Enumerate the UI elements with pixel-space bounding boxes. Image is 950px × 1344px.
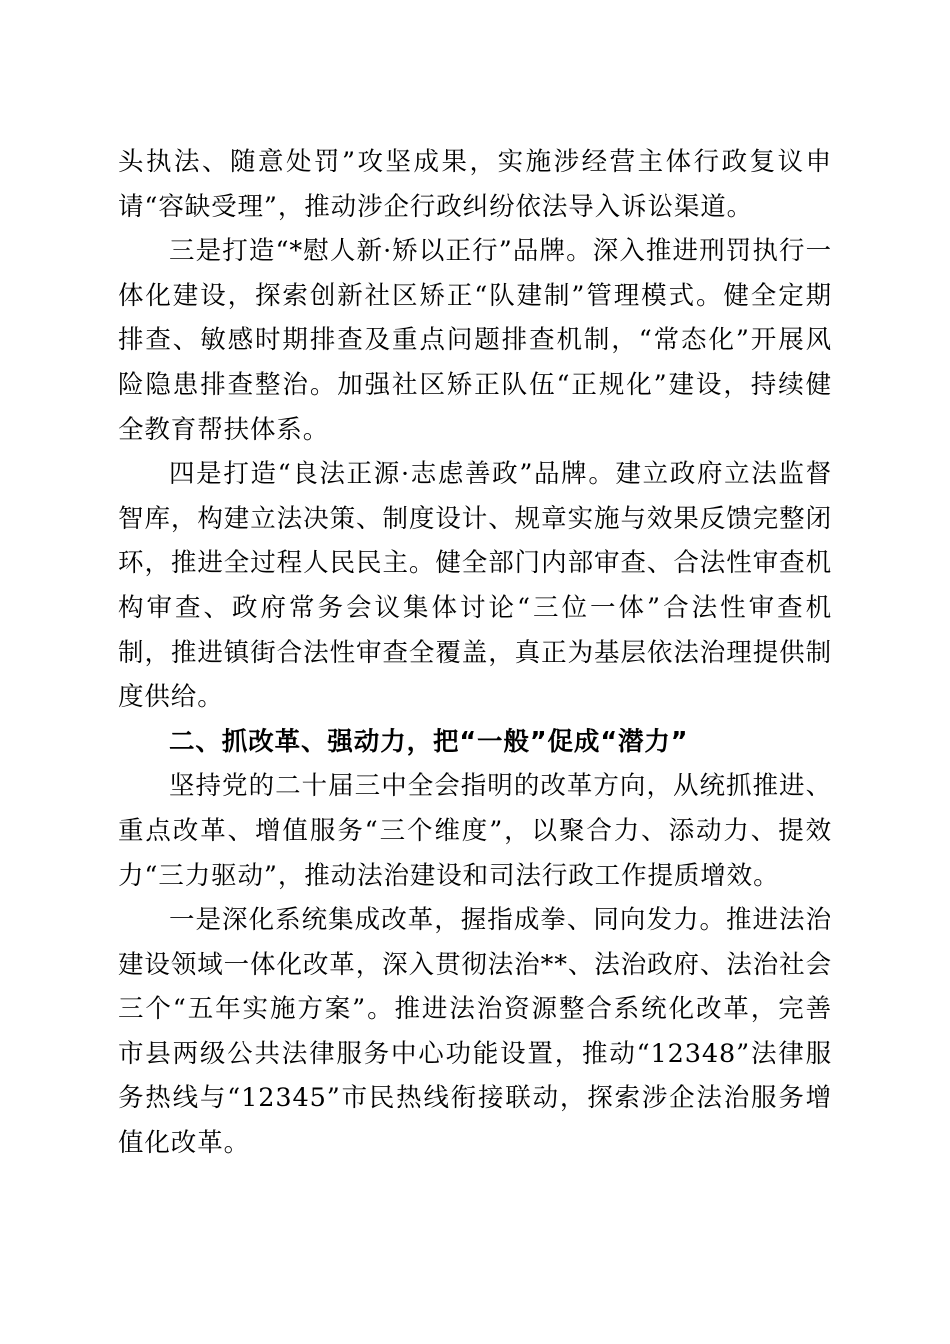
paragraph-brand-correction: 三是打造“*慰人新·矫以正行”品牌。深入推进刑罚执行一体化建设，探索创新社区矫正“队建制”管理模式。健全定期排查、敏感时期排查及重点问题排查机制，“常态化”开展风险隐患排查整治。加强社区矫正队伍“正规化”建设，持续健全教育帮扶体系。	[118, 236, 832, 445]
paragraph-reform-direction: 坚持党的二十届三中全会指明的改革方向，从统抓推进、重点改革、增值服务“三个维度”，以聚合力、添动力、提效力“三力驱动”，推动法治建设和司法行政工作提质增效。	[118, 771, 832, 891]
document-body	[118, 140, 832, 1166]
paragraph-brand-legislation: 四是打造“良法正源·志虑善政”品牌。建立政府立法监督智库，构建立法决策、制度设计、规章实施与效果反馈完整闭环，推进全过程人民民主。健全部门内部审查、合法性审查机构审查、政府常务会议集体讨论“三位一体”合法性审查机制，推进镇街合法性审查全覆盖，真正为基层依法治理提供制度供给。	[118, 459, 832, 713]
paragraph-continuation: 头执法、随意处罚”攻坚成果，实施涉经营主体行政复议申请“容缺受理”，推动涉企行政纠纷依法导入诉讼渠道。	[118, 147, 832, 222]
section-heading-reform: 二、抓改革、强动力，把“一般”促成“潜力”	[169, 726, 689, 757]
paragraph-system-reform: 一是深化系统集成改革，握指成拳、同向发力。推进法治建设领域一体化改革，深入贯彻法治**、法治政府、法治社会三个“五年实施方案”。推进法治资源整合系统化改革，完善市县两级公共法律服务中心功能设置，推动“12348”法律服务热线与“12345”市民热线衔接联动，探索涉企法治服务增值化改革。	[118, 905, 832, 1159]
